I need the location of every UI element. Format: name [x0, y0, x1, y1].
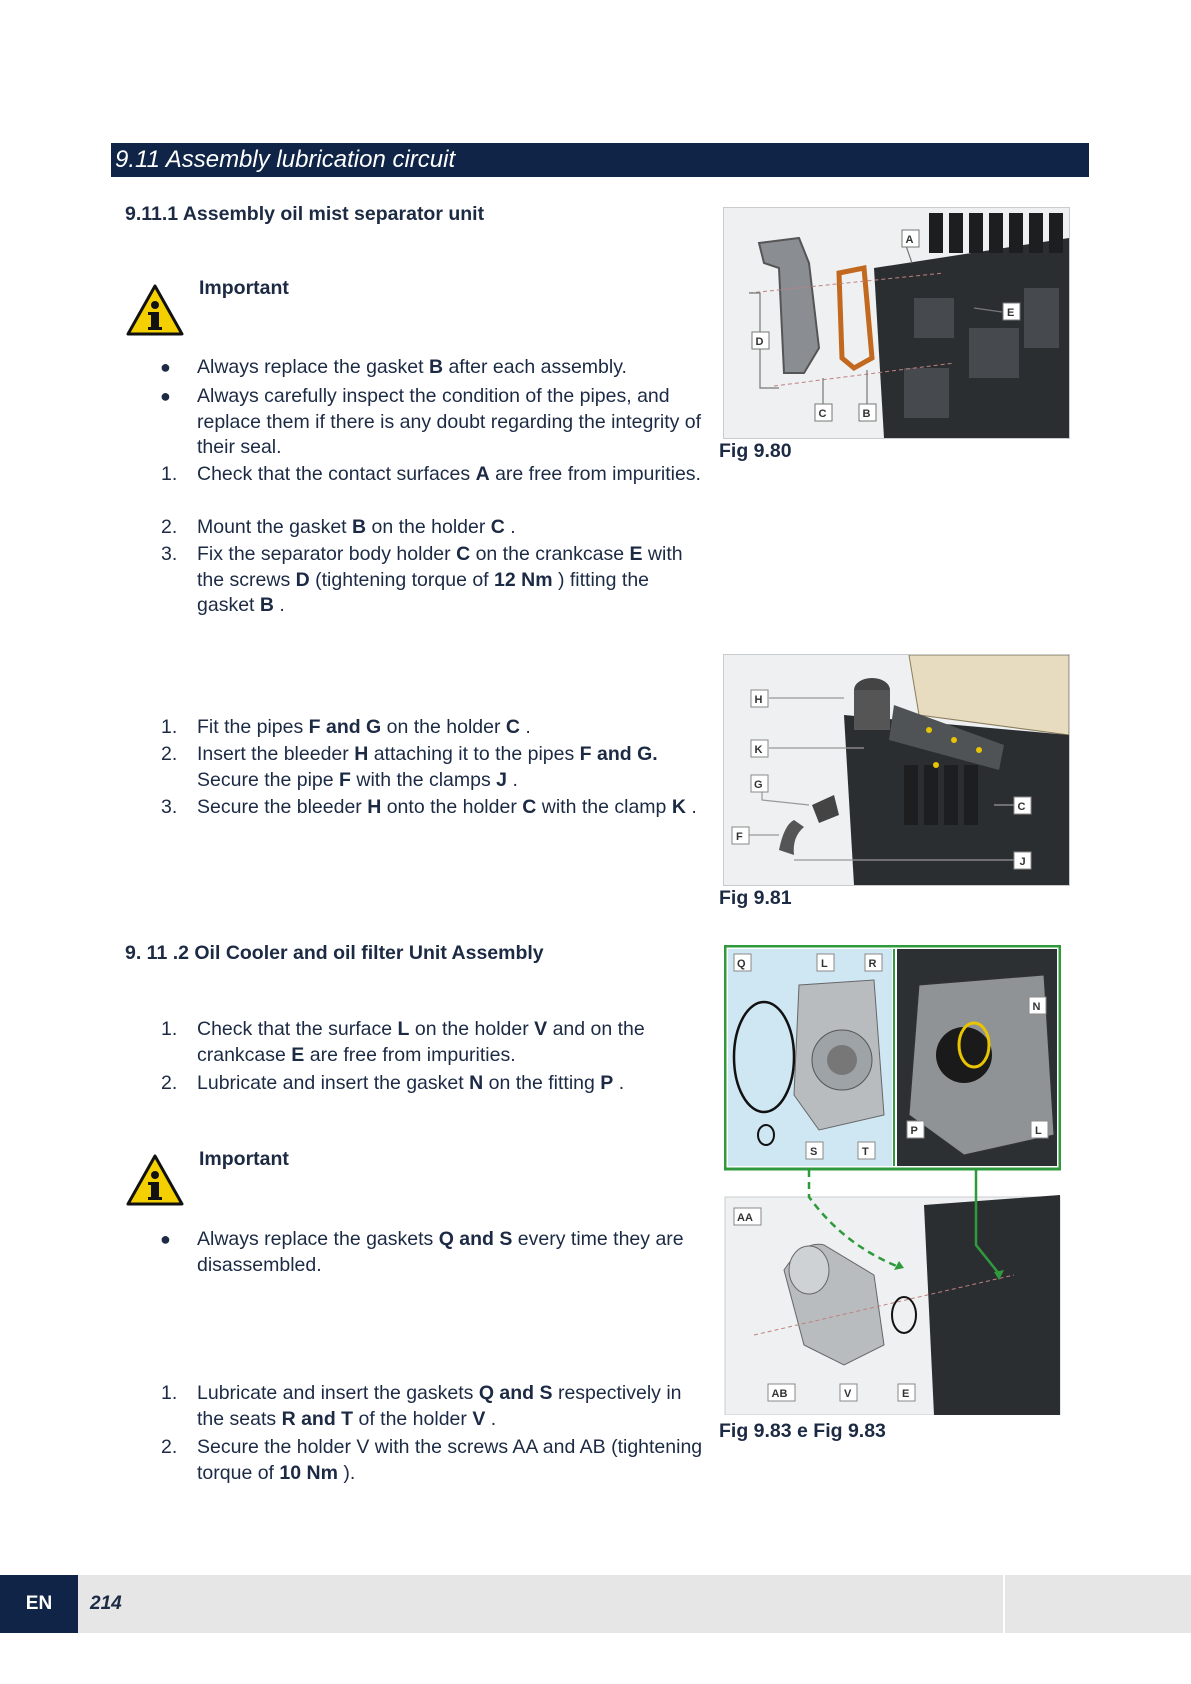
fig-label: T — [862, 1146, 869, 1158]
subsection-title-oil-cooler: 9. 11 .2 Oil Cooler and oil filter Unit Assembly — [125, 942, 544, 964]
fig-label: Q — [737, 958, 746, 970]
section-title: 9.11 Assembly lubrication circuit — [111, 143, 1089, 177]
step-number: 1. — [161, 1018, 178, 1040]
list-item: 1. Check that the surface L on the holder V and on the crankcase E are free from impurities. — [161, 1018, 645, 1066]
list-item: ● Always replace the gasket B after each assembly. — [197, 355, 707, 381]
fig-label: A — [905, 234, 914, 246]
figure-9-83 — [724, 945, 1061, 1415]
list-item: ● Always replace the gaskets Q and S every time they are disassembled. — [160, 1228, 684, 1276]
fig-label: E — [1007, 307, 1015, 319]
fig-label: E — [902, 1388, 910, 1400]
step-number: 3. — [161, 796, 178, 818]
list-item: 1. Check that the contact surfaces A are free from impurities. — [197, 462, 707, 488]
fig-label: K — [754, 744, 763, 756]
list-item: 1. Fit the pipes F and G on the holder C . — [197, 715, 707, 741]
fig-label: J — [1019, 856, 1026, 868]
list-item: 2. Lubricate and insert the gasket N on the fitting P . — [197, 1071, 707, 1097]
list-item: 3. Fix the separator body holder C on the crankcase E with the screws D (tightening torque of 12 Nm ) fitting the gasket B . — [161, 543, 683, 616]
fig-label: C — [1017, 801, 1026, 813]
figure-caption: Fig 9.81 — [719, 887, 792, 909]
bullet-marker: ● — [160, 357, 171, 377]
fig-label: AB — [771, 1388, 788, 1400]
figure-caption: Fig 9.83 e Fig 9.83 — [719, 1420, 886, 1442]
fig-label: L — [1035, 1125, 1042, 1137]
subsection-title-oil-mist: 9.11.1 Assembly oil mist separator unit — [125, 203, 485, 225]
fig-label: R — [868, 958, 877, 970]
warning-info-icon — [125, 1153, 185, 1207]
page-number: 214 — [90, 1593, 122, 1614]
fig-label: B — [862, 408, 871, 420]
list-item: 1. Lubricate and insert the gaskets Q and S respectively in the seats R and T of the holder V . — [161, 1382, 682, 1430]
step-number: 1. — [161, 1382, 178, 1404]
step-number: 2. — [161, 743, 178, 765]
figure-9-80 — [723, 207, 1070, 439]
fig-label: C — [818, 408, 827, 420]
fig-label: N — [1032, 1001, 1041, 1013]
step-number: 2. — [161, 1436, 178, 1458]
step-number: 1. — [161, 463, 178, 485]
fig-label: P — [910, 1125, 918, 1137]
fig-label: G — [754, 779, 763, 791]
figure-caption: Fig 9.80 — [719, 440, 792, 462]
bullet-marker: ● — [160, 1229, 171, 1249]
fig-label: S — [810, 1146, 818, 1158]
fig-label: AA — [737, 1212, 753, 1224]
step-number: 2. — [161, 1072, 178, 1094]
step-number: 1. — [161, 716, 178, 738]
list-item: 2. Secure the holder V with the screws AA and AB (tightening torque of 10 Nm ). — [161, 1436, 703, 1484]
language-code: EN — [0, 1575, 78, 1633]
footer-divider — [1003, 1575, 1005, 1633]
footer-bar — [0, 1575, 1191, 1633]
step-number: 2. — [161, 516, 178, 538]
fig-label: D — [755, 336, 764, 348]
warning-info-icon — [125, 283, 185, 337]
fig-label: H — [754, 694, 763, 706]
figure-9-81 — [723, 654, 1070, 886]
fig-label: V — [844, 1388, 852, 1400]
list-item: ● Always carefully inspect the condition of the pipes, and replace them if there is any doubt regarding the integrity of their seal. — [160, 385, 702, 458]
list-item: 3. Secure the bleeder H onto the holder C with the clamp K . — [197, 795, 707, 821]
fig-label: L — [821, 958, 828, 970]
list-item: 2. Mount the gasket B on the holder C . — [197, 515, 707, 541]
list-item: 2. Insert the bleeder H attaching it to the pipes F and G. Secure the pipe F with the clamps J . — [161, 743, 658, 791]
step-number: 3. — [161, 543, 178, 565]
important-label: Important — [199, 277, 289, 299]
important-label: Important — [199, 1148, 289, 1170]
fig-label: F — [736, 831, 743, 843]
bullet-marker: ● — [160, 386, 171, 406]
